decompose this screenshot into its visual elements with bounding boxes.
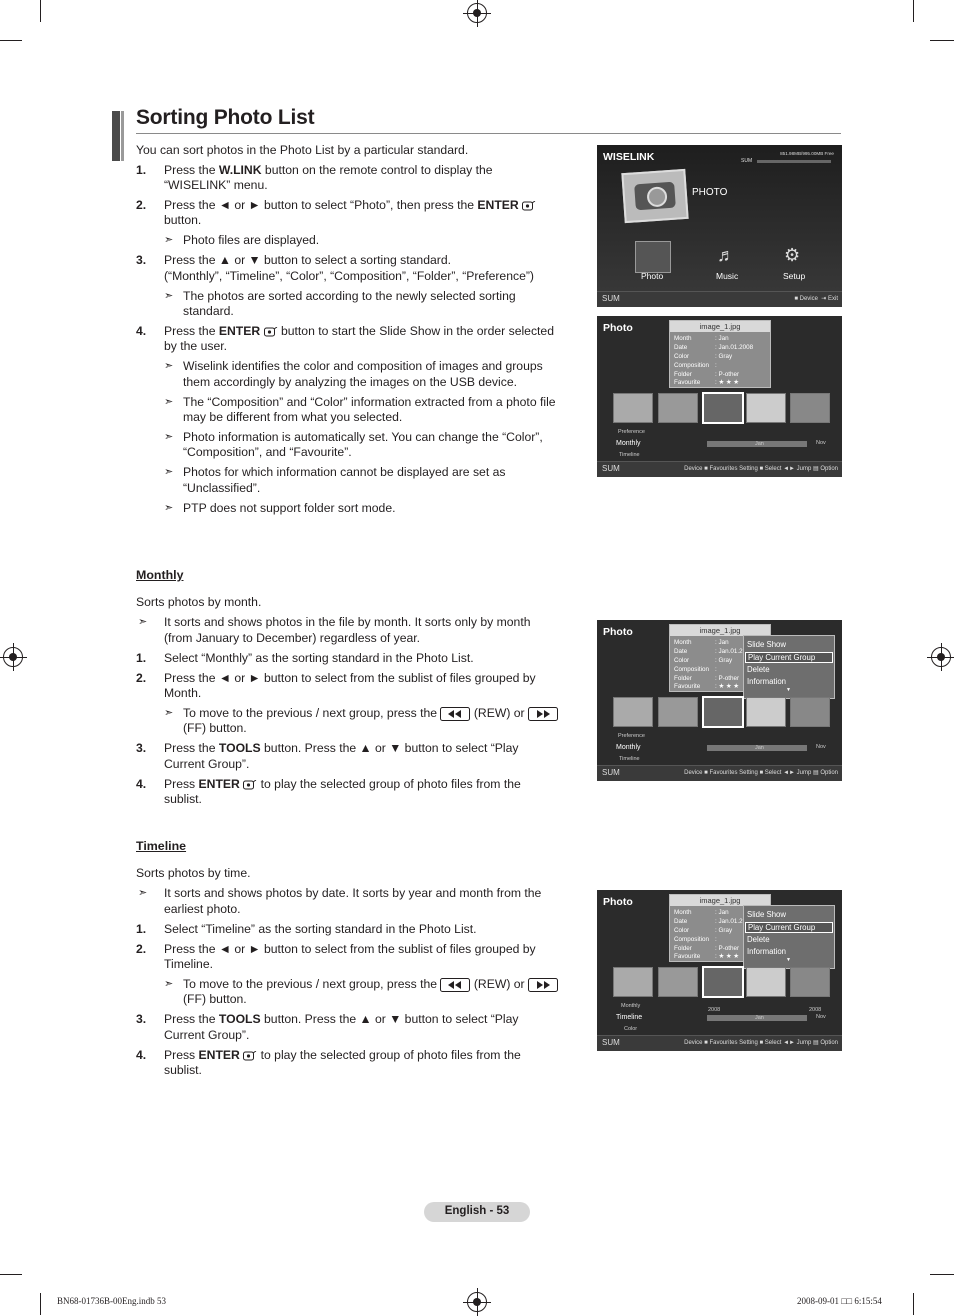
menu-item-photo[interactable]: Photo [641, 271, 664, 281]
screen-title: Photo [603, 322, 633, 334]
footer-sum: SUM [602, 768, 620, 777]
note-arrow-icon: ➣ [164, 290, 174, 302]
note-text: (from January to December) regardless of year. [164, 631, 421, 645]
info-value: : Gray [715, 657, 733, 664]
group-year: 2008 [708, 1007, 721, 1013]
note-text: standard. [183, 304, 234, 318]
info-field: Folder [674, 675, 692, 682]
info-field: Composition [674, 362, 709, 369]
step-number: 4. [136, 324, 147, 338]
registration-mark-icon [467, 1292, 487, 1312]
screen-footer [597, 765, 842, 781]
storage-text: 851.98MB/995.00MB Free [780, 151, 834, 156]
ff-button-icon [528, 707, 558, 721]
step-number: 3. [136, 741, 147, 755]
photo-thumbnail[interactable] [613, 393, 653, 423]
note-text: Photos for which information cannot be displayed are set as [183, 465, 506, 479]
note-arrow-icon: ➣ [164, 502, 174, 514]
info-value: : Gray [715, 353, 733, 360]
sort-option[interactable]: Monthly [621, 1003, 641, 1009]
note-text: Wiselink identifies the color and composition of images and groups [183, 359, 543, 373]
step-text: Press ENTER to play the selected group of photo files from the [164, 1048, 521, 1062]
section-lead: Sorts photos by time. [136, 866, 251, 880]
step-number: 3. [136, 253, 147, 267]
sum-label: SUM [741, 158, 753, 164]
title-accent-bar [112, 111, 120, 161]
footer-sum: SUM [602, 294, 620, 303]
sort-option[interactable]: Preference [618, 733, 645, 739]
step-text: Press ENTER to play the selected group of photo files from the [164, 777, 521, 791]
note-text: PTP does not support folder sort mode. [183, 501, 396, 515]
note-arrow-icon: ➣ [164, 466, 174, 478]
info-value: : Jan.01.2008 [715, 344, 754, 351]
photo-thumbnail[interactable] [613, 697, 653, 727]
chevron-down-icon: ▼ [786, 687, 791, 693]
info-value: : ★ ★ ★ [715, 379, 739, 386]
rew-button-icon [440, 707, 470, 721]
menu-item-play-current-group[interactable]: Play Current Group [745, 922, 833, 933]
photo-menu-icon[interactable] [635, 241, 671, 273]
info-value: : P-other [715, 945, 740, 952]
info-value: : P-other [715, 675, 740, 682]
crop-mark [40, 1293, 41, 1315]
info-value: : P-other [715, 371, 740, 378]
note-arrow-icon: ➣ [164, 234, 174, 246]
step-text: Press the ◄ or ► button to select from the sublist of files grouped by [164, 942, 536, 956]
tools-menu [743, 905, 835, 969]
photo-thumbnail-selected[interactable] [702, 966, 744, 998]
info-field: Favourite [674, 683, 701, 690]
step-text: Select “Timeline” as the sorting standard in the Photo List. [164, 922, 477, 936]
registration-mark-icon [931, 647, 951, 667]
gear-icon: ⚙ [784, 245, 801, 265]
screen-footer [597, 1035, 842, 1051]
step-number: 2. [136, 198, 147, 212]
note-text: (FF) button. [183, 992, 247, 1006]
filename: image_1.jpg [670, 895, 770, 906]
note-text: may be different from what you selected. [183, 410, 403, 424]
info-field: Date [674, 344, 688, 351]
note-text: The photos are sorted according to the newly selected sorting [183, 289, 516, 303]
footer-hint: Device ■ Favourites Setting ■ Select ◄► Jump ▤ Option [684, 1040, 838, 1046]
info-field: Month [674, 335, 692, 342]
screen-title: WISELINK [603, 151, 655, 163]
info-value: : ★ ★ ★ [715, 683, 739, 690]
note-arrow-icon: ➣ [164, 431, 174, 443]
note-text: (FF) button. [183, 721, 247, 735]
section-heading-timeline: Timeline [136, 839, 187, 853]
info-field: Favourite [674, 953, 701, 960]
step-2-line2: button. [164, 213, 202, 227]
crop-mark [930, 1274, 954, 1275]
photo-thumbnail[interactable] [790, 393, 830, 423]
crop-mark [913, 0, 914, 22]
screen-footer [597, 291, 842, 307]
menu-item-play-current-group[interactable]: Play Current Group [745, 652, 833, 663]
info-field: Composition [674, 936, 709, 943]
note-text: Photo information is automatically set. You can change the “Color”, [183, 430, 543, 444]
page-number: English - 53 [444, 1205, 510, 1217]
step-text: Month. [164, 686, 202, 700]
menu-item-music[interactable]: Music [716, 271, 739, 281]
sort-option[interactable]: Color [624, 1026, 638, 1032]
step-2-text: Press the ◄ or ► button to select “Photo”, then press the ENTER [164, 198, 536, 214]
print-footer-file: BN68-01736B-00Eng.indb 53 [57, 1296, 166, 1306]
step-3-line2: (“Monthly”, “Timeline”, “Color”, “Composition”, “Folder”, “Preference”) [164, 269, 534, 283]
sort-option[interactable]: Timeline [619, 756, 640, 762]
title-accent-bar [121, 111, 124, 161]
center-label: PHOTO [692, 187, 728, 198]
note-arrow-icon: ➣ [138, 616, 148, 628]
info-field: Date [674, 648, 688, 655]
wiselink-screen [597, 145, 842, 307]
step-number: 4. [136, 1048, 147, 1062]
page-number-badge [424, 1202, 530, 1222]
step-text: Select “Monthly” as the sorting standard in the Photo List. [164, 651, 474, 665]
timeline-screen [597, 890, 842, 1051]
info-field: Composition [674, 666, 709, 673]
info-value: : [715, 666, 717, 673]
monthly-screen [597, 620, 842, 781]
group-label: Nov [816, 440, 826, 446]
photo-thumbnail[interactable] [658, 697, 698, 727]
screen-footer [597, 461, 842, 477]
photo-thumbnail[interactable] [790, 697, 830, 727]
info-value: : [715, 362, 717, 369]
note-text: Photo files are displayed. [183, 233, 320, 247]
step-1-text: Press the W.LINK button on the remote control to display the [164, 163, 493, 177]
enter-icon [243, 780, 257, 790]
info-field: Date [674, 918, 688, 925]
info-field: Month [674, 909, 692, 916]
sort-option[interactable]: Timeline [619, 452, 640, 458]
crop-mark [930, 40, 954, 41]
menu-item-information[interactable]: Information [747, 677, 787, 686]
note-text: The “Composition” and “Color” information extracted from a photo file [183, 395, 556, 409]
enter-icon [264, 327, 278, 337]
info-value: : Jan.01.2 [715, 918, 743, 925]
step-text: Timeline. [164, 957, 213, 971]
note-text: “Unclassified”. [183, 481, 261, 495]
photo-thumbnail[interactable] [613, 967, 653, 997]
info-field: Folder [674, 371, 692, 378]
enter-icon [522, 201, 536, 211]
step-1-line2: “WISELINK” menu. [164, 178, 268, 192]
filename: image_1.jpg [670, 625, 770, 636]
ff-button-icon [528, 978, 558, 992]
footer-hint: Device ■ Favourites Setting ■ Select ◄► Jump ▤ Option [684, 466, 838, 472]
step-number: 3. [136, 1012, 147, 1026]
note-arrow-icon: ➣ [164, 707, 174, 719]
menu-item-slide-show[interactable]: Slide Show [747, 640, 787, 649]
registration-mark-icon [3, 647, 23, 667]
note-text: It sorts and shows photos by date. It sorts by year and month from the [164, 886, 542, 900]
info-value: : Jan.01.2 [715, 648, 743, 655]
photo-thumbnail[interactable] [658, 393, 698, 423]
info-field: Month [674, 639, 692, 646]
photo-list-screen [597, 316, 842, 477]
intro-lead: You can sort photos in the Photo List by a particular standard. [136, 143, 469, 157]
crop-mark [0, 1274, 22, 1275]
step-number: 1. [136, 163, 147, 177]
step-text: Current Group”. [164, 757, 250, 771]
menu-item-setup[interactable]: Setup [783, 271, 806, 281]
info-field: Color [674, 927, 690, 934]
menu-item-delete[interactable]: Delete [747, 935, 770, 944]
step-text: Press the TOOLS button. Press the ▲ or ▼ button to select “Play [164, 1012, 519, 1026]
storage-bar [757, 160, 831, 163]
photo-thumbnail[interactable] [790, 967, 830, 997]
photo-thumbnail[interactable] [658, 967, 698, 997]
info-value: : [715, 936, 717, 943]
step-number: 2. [136, 671, 147, 685]
info-field: Folder [674, 945, 692, 952]
note-text: To move to the previous / next group, press the (REW) or [183, 706, 558, 722]
sort-selected[interactable]: Monthly [616, 744, 641, 751]
step-number: 1. [136, 651, 147, 665]
step-text: Press the ◄ or ► button to select from the sublist of files grouped by [164, 671, 536, 685]
enter-icon [243, 1051, 257, 1061]
step-number: 2. [136, 942, 147, 956]
section-heading-monthly: Monthly [136, 568, 184, 582]
step-text: Current Group”. [164, 1028, 250, 1042]
info-field: Color [674, 353, 690, 360]
menu-item-slide-show[interactable]: Slide Show [747, 910, 787, 919]
title-divider [136, 133, 841, 134]
info-value: : Jan [715, 335, 729, 342]
step-number: 1. [136, 922, 147, 936]
info-value: : Gray [715, 927, 733, 934]
info-value: : ★ ★ ★ [715, 953, 739, 960]
info-value: : Jan [715, 639, 729, 646]
sort-selected[interactable]: Timeline [616, 1014, 643, 1021]
step-4-text: Press the ENTER button to start the Slide Show in the order selected [164, 324, 554, 338]
step-text: Press the TOOLS button. Press the ▲ or ▼ button to select “Play [164, 741, 519, 755]
crop-mark [40, 0, 41, 22]
crop-mark [913, 1293, 914, 1315]
note-arrow-icon: ➣ [164, 978, 174, 990]
sort-selected[interactable]: Monthly [616, 440, 641, 447]
step-number: 4. [136, 777, 147, 791]
note-text: earliest photo. [164, 902, 241, 916]
photo-thumbnail[interactable] [746, 393, 786, 423]
note-arrow-icon: ➣ [138, 887, 148, 899]
sort-option[interactable]: Preference [618, 429, 645, 435]
note-text: It sorts and shows photos in the file by month. It sorts only by month [164, 615, 531, 629]
info-field: Color [674, 657, 690, 664]
step-4-line2: by the user. [164, 339, 228, 353]
music-icon: ♬ [717, 245, 735, 265]
print-footer-date: 2008-09-01 □□ 6:15:54 [797, 1296, 882, 1306]
screen-title: Photo [603, 896, 633, 908]
section-lead: Sorts photos by month. [136, 595, 262, 609]
menu-item-delete[interactable]: Delete [747, 665, 770, 674]
step-text: sublist. [164, 1063, 202, 1077]
photo-thumbnail-selected[interactable] [702, 696, 744, 728]
chevron-down-icon: ▼ [786, 957, 791, 963]
crop-mark [0, 40, 22, 41]
group-label: Nov [816, 1014, 826, 1020]
footer-sum: SUM [602, 1038, 620, 1047]
menu-item-information[interactable]: Information [747, 947, 787, 956]
tools-menu [743, 635, 835, 699]
photo-icon [621, 169, 688, 223]
footer-hint: ■ Device ⇥ Exit [794, 296, 838, 302]
note-text: To move to the previous / next group, press the (REW) or [183, 977, 558, 993]
screen-title: Photo [603, 626, 633, 638]
page-title: Sorting Photo List [136, 106, 315, 129]
note-arrow-icon: ➣ [164, 360, 174, 372]
note-text: “Composition”, and “Favourite”. [183, 445, 352, 459]
info-field: Favourite [674, 379, 701, 386]
group-label: Jan [755, 441, 764, 447]
filename: image_1.jpg [670, 321, 770, 332]
photo-thumbnail-selected[interactable] [702, 392, 744, 424]
info-panel [669, 320, 771, 388]
group-label: Jan [755, 745, 764, 751]
note-arrow-icon: ➣ [164, 396, 174, 408]
rew-button-icon [440, 978, 470, 992]
photo-thumbnail[interactable] [746, 697, 786, 727]
footer-sum: SUM [602, 464, 620, 473]
step-text: sublist. [164, 792, 202, 806]
group-label: Jan [755, 1015, 764, 1021]
info-value: : Jan [715, 909, 729, 916]
group-year: 2008 [809, 1007, 822, 1013]
group-label: Nov [816, 744, 826, 750]
registration-mark-icon [467, 3, 487, 23]
note-text: them accordingly by analyzing the images on the USB device. [183, 375, 517, 389]
step-3-text: Press the ▲ or ▼ button to select a sorting standard. [164, 253, 451, 267]
footer-hint: Device ■ Favourites Setting ■ Select ◄► Jump ▤ Option [684, 770, 838, 776]
photo-thumbnail[interactable] [746, 967, 786, 997]
